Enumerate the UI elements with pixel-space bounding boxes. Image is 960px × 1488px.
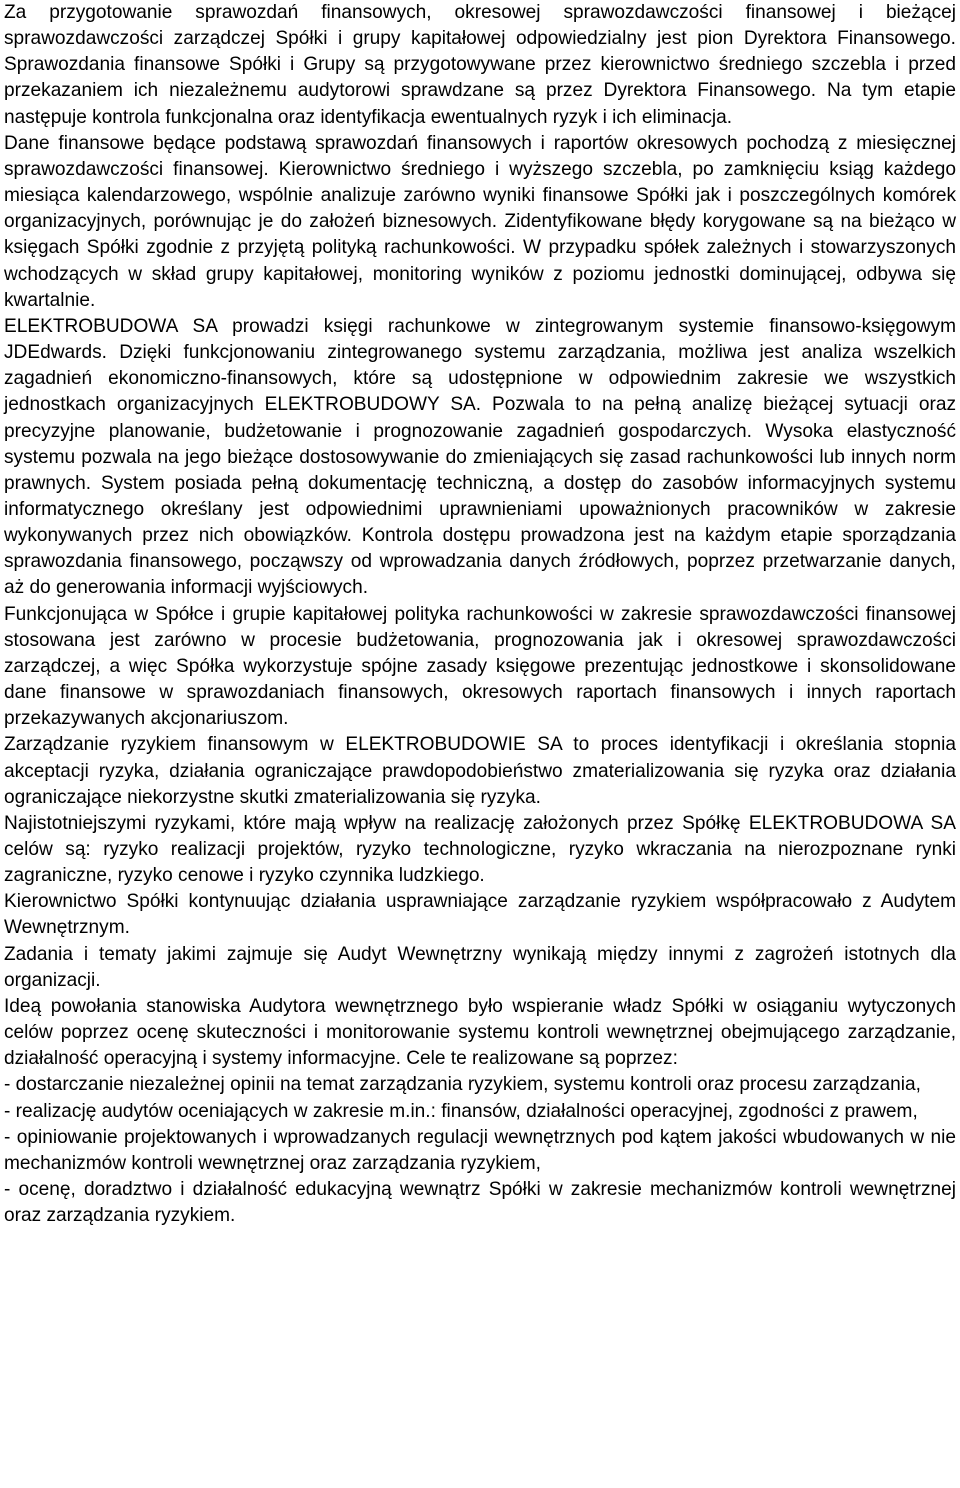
paragraph-monthly-reporting: Dane finansowe będące podstawą sprawozdań finansowych i raportów okresowych pochodzą z miesięcznej sprawozdawczości finansowej. Kierownictwo średniego i wyższego szczebla, po zamknięciu ksiąg każdego miesiąca kalendarzowego, wspólnie analizuje zarówno wyniki finansowe Spółki jak i poszczególnych komórek organizacyjnych, porównując je do założeń biznesowych. Zidentyfikowane błędy korygowane są na bieżąco w księgach Spółki zgodnie z przyjętą polityką rachunkowości. W przypadku spółek zależnych i stowarzyszonych wchodzących w skład grupy kapitałowej, monitoring wyników z poziomu jednostki dominującej, odbywa się kwartalnie. (4, 132, 956, 311)
list-item-independent-opinion: - dostarczanie niezależnej opinii na temat zarządzania ryzykiem, systemu kontroli oraz procesu zarządzania, (4, 1074, 921, 1096)
paragraph-jdedwards-system: ELEKTROBUDOWA SA prowadzi księgi rachunkowe w zintegrowanym systemie finansowo-księgowym JDEdwards. Dzięki funkcjonowaniu zintegrowanego systemu zarządzania, możliwa jest analiza wszelkich zagadnień ekonomiczno-finansowych, które są udostępnione w odpowiednim zakresie we wszystkich jednostkach organizacyjnych ELEKTROBUDOWY SA. Pozwala to na pełną analizę bieżącej sytuacji oraz precyzyjne planowanie, budżetowanie i prognozowanie zagadnień gospodarczych. Wysoka elastyczność systemu pozwala na jego bieżące dostosowywanie do zmieniających się zasad rachunkowości lub innych norm prawnych. System posiada pełną dokumentację techniczną, a dostęp do zasobów informacyjnych systemu informatycznego określany jest odpowiednimi uprawnieniami upoważnionych pracowników w zakresie wykonywanych przez nich obowiązków. Kontrola dostępu prowadzona jest na każdym etapie sporządzania sprawozdania finansowego, począwszy od wprowadzania danych źródłowych, poprzez przetwarzanie danych, aż do generowania informacji wyjściowych. (4, 315, 956, 599)
paragraph-internal-audit-cooperation: Kierownictwo Spółki kontynuując działania usprawniające zarządzanie ryzykiem współpracowało z Audytem Wewnętrznym. (4, 891, 956, 939)
paragraph-risk-management: Zarządzanie ryzykiem finansowym w ELEKTROBUDOWIE SA to proces identyfikacji i określania stopnia akceptacji ryzyka, działania ograniczające prawdopodobieństwo zmaterializowania się ryzyka oraz działania ograniczające niekorzystne skutki zmaterializowania się ryzyka. (4, 734, 956, 808)
list-item-regulation-review: - opiniowanie projektowanych i wprowadzanych regulacji wewnętrznych pod kątem jakości wbudowanych w nie mechanizmów kontroli wewnętrznej oraz zarządzania ryzykiem, (4, 1126, 956, 1174)
paragraph-auditor-role: Ideą powołania stanowiska Audytora wewnętrznego było wspieranie władz Spółki w osiąganiu wytyczonych celów poprzez ocenę skuteczności i monitorowanie systemu kontroli wewnętrznej obejmującego zarządzanie, działalność operacyjną i systemy informacyjne. Cele te realizowane są poprzez: (4, 995, 956, 1070)
document-page (4, 0, 956, 1229)
list-item-audits: - realizację audytów oceniających w zakresie m.in.: finansów, działalności operacyjnej, zgodności z prawem, (4, 1100, 918, 1122)
paragraph-financial-reporting: Za przygotowanie sprawozdań finansowych, okresowej sprawozdawczości finansowej i bieżącej sprawozdawczości zarządczej Spółki i grupy kapitałowej odpowiedzialny jest pion Dyrektora Finansowego. Sprawozdania finansowe Spółki i Grupy są przygotowywane przez kierownictwo średniego szczebla i przed przekazaniem ich niezależnemu audytorowi sprawdzane są przez Dyrektora Finansowego. Na tym etapie następuje kontrola funkcjonalna oraz identyfikacja ewentualnych ryzyk i ich eliminacja. (4, 2, 956, 128)
paragraph-audit-tasks: Zadania i tematy jakimi zajmuje się Audyt Wewnętrzny wynikają między innymi z zagrożeń istotnych dla organizacji. (4, 943, 956, 991)
paragraph-accounting-policy: Funkcjonująca w Spółce i grupie kapitałowej polityka rachunkowości w zakresie sprawozdawczości finansowej stosowana jest zarówno w procesie budżetowania, prognozowania jak i okresowej sprawozdawczości zarządczej, a więc Spółka wykorzystuje spójne zasady księgowe prezentując jednostkowe i skonsolidowane dane finansowe w sprawozdaniach finansowych, okresowych raportach finansowych i innych raportach przekazywanych akcjonariuszom. (4, 603, 956, 730)
paragraph-key-risks: Najistotniejszymi ryzykami, które mają wpływ na realizację założonych przez Spółkę ELEKTROBUDOWA SA celów są: ryzyko realizacji projektów, ryzyko technologiczne, ryzyko wkraczania na nierozpoznane rynki zagraniczne, ryzyko cenowe i ryzyko czynnika ludzkiego. (4, 812, 956, 887)
list-item-consulting-education: - ocenę, doradztwo i działalność edukacyjną wewnątrz Spółki w zakresie mechanizmów kontroli wewnętrznej oraz zarządzania ryzykiem. (4, 1179, 956, 1227)
